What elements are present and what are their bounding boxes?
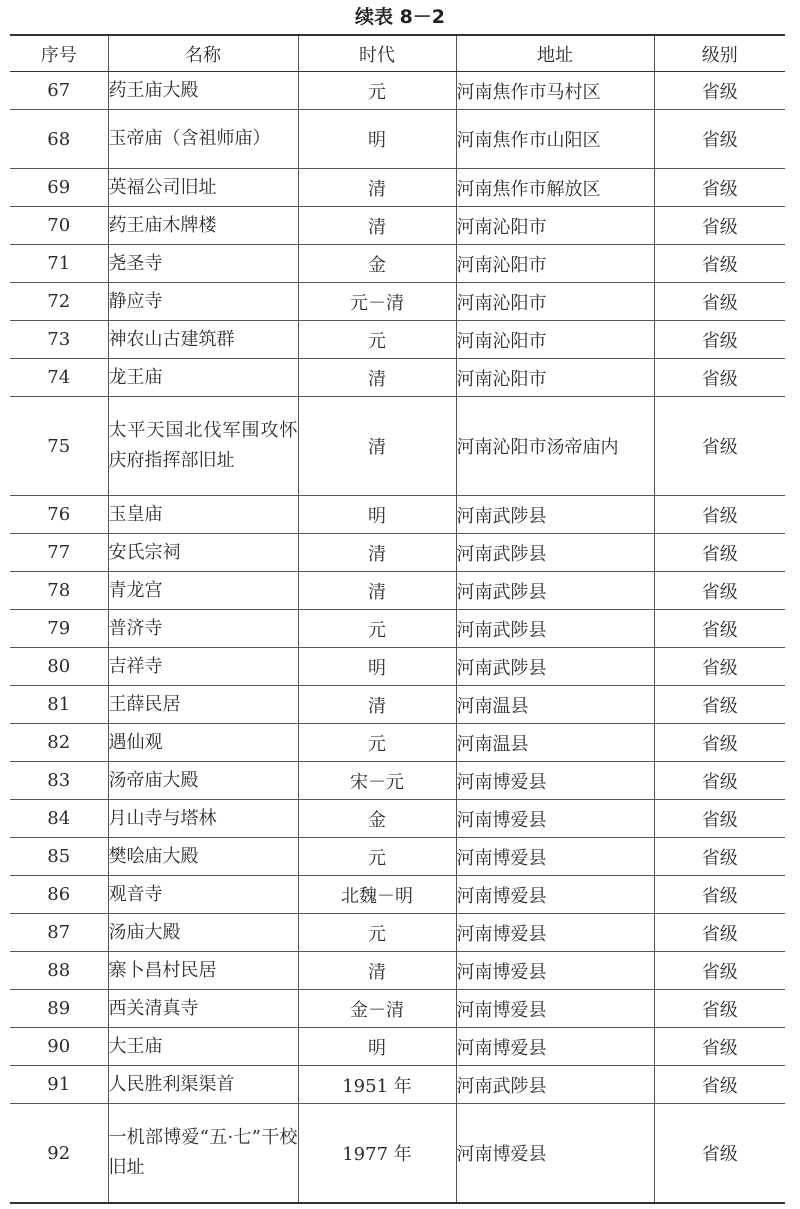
cell-no: 84	[10, 800, 108, 838]
cell-era: 清	[298, 572, 456, 610]
cell-level: 省级	[654, 686, 785, 724]
table-row	[10, 724, 785, 762]
cell-name: 龙王庙	[108, 359, 298, 397]
cell-era: 元	[298, 724, 456, 762]
table-row	[10, 283, 785, 321]
cell-address: 河南焦作市山阳区	[456, 110, 654, 169]
cell-level: 省级	[654, 245, 785, 283]
cell-level: 省级	[654, 762, 785, 800]
cell-name: 普济寺	[108, 610, 298, 648]
cell-era: 清	[298, 169, 456, 207]
cell-address: 河南博爱县	[456, 800, 654, 838]
cell-name: 汤帝庙大殿	[108, 762, 298, 800]
table-row	[10, 838, 785, 876]
cell-no: 67	[10, 72, 108, 110]
cell-name: 玉皇庙	[108, 496, 298, 534]
cell-level: 省级	[654, 496, 785, 534]
cell-no: 72	[10, 283, 108, 321]
cell-era: 金	[298, 800, 456, 838]
cell-name: 观音寺	[108, 876, 298, 914]
cell-name: 安氏宗祠	[108, 534, 298, 572]
cell-era: 1977 年	[298, 1104, 456, 1204]
cell-level: 省级	[654, 283, 785, 321]
cell-name: 月山寺与塔林	[108, 800, 298, 838]
cell-no: 85	[10, 838, 108, 876]
cell-name: 一机部博爱“五·七”干校旧址	[108, 1104, 298, 1204]
cell-level: 省级	[654, 534, 785, 572]
table-row	[10, 648, 785, 686]
cell-era: 明	[298, 110, 456, 169]
table-row	[10, 1104, 785, 1204]
table-row	[10, 72, 785, 110]
table-row	[10, 110, 785, 169]
cell-no: 71	[10, 245, 108, 283]
cell-no: 92	[10, 1104, 108, 1204]
cell-address: 河南沁阳市	[456, 245, 654, 283]
cell-name: 神农山古建筑群	[108, 321, 298, 359]
header-level: 级别	[654, 35, 785, 72]
cell-era: 1951 年	[298, 1066, 456, 1104]
cell-no: 77	[10, 534, 108, 572]
cell-level: 省级	[654, 724, 785, 762]
cell-level: 省级	[654, 72, 785, 110]
table-row	[10, 245, 785, 283]
cell-no: 82	[10, 724, 108, 762]
cell-level: 省级	[654, 610, 785, 648]
cell-no: 79	[10, 610, 108, 648]
table-row	[10, 1028, 785, 1066]
cell-name: 遇仙观	[108, 724, 298, 762]
cell-address: 河南温县	[456, 686, 654, 724]
cell-era: 金	[298, 245, 456, 283]
cell-name: 樊哙庙大殿	[108, 838, 298, 876]
table-row	[10, 1066, 785, 1104]
cell-level: 省级	[654, 1028, 785, 1066]
cell-no: 88	[10, 952, 108, 990]
cell-era: 元	[298, 838, 456, 876]
cell-no: 90	[10, 1028, 108, 1066]
cell-no: 70	[10, 207, 108, 245]
cell-address: 河南武陟县	[456, 648, 654, 686]
table-header-row	[10, 35, 785, 72]
cell-era: 元	[298, 72, 456, 110]
cell-address: 河南博爱县	[456, 914, 654, 952]
table-row	[10, 952, 785, 990]
table-row	[10, 321, 785, 359]
cell-address: 河南博爱县	[456, 876, 654, 914]
cell-name: 药王庙大殿	[108, 72, 298, 110]
cell-era: 元－清	[298, 283, 456, 321]
header-name: 名称	[108, 35, 298, 72]
cell-era: 清	[298, 534, 456, 572]
cell-address: 河南沁阳市汤帝庙内	[456, 397, 654, 496]
cell-era: 明	[298, 648, 456, 686]
cell-name: 尧圣寺	[108, 245, 298, 283]
cell-name: 大王庙	[108, 1028, 298, 1066]
cell-level: 省级	[654, 1104, 785, 1204]
cell-address: 河南温县	[456, 724, 654, 762]
cell-level: 省级	[654, 572, 785, 610]
cell-level: 省级	[654, 397, 785, 496]
cell-no: 91	[10, 1066, 108, 1104]
cell-address: 河南博爱县	[456, 990, 654, 1028]
cell-name: 寨卜昌村民居	[108, 952, 298, 990]
cell-address: 河南博爱县	[456, 952, 654, 990]
table-row	[10, 686, 785, 724]
cell-level: 省级	[654, 838, 785, 876]
cell-address: 河南武陟县	[456, 1066, 654, 1104]
table-row	[10, 169, 785, 207]
cell-no: 74	[10, 359, 108, 397]
cell-level: 省级	[654, 169, 785, 207]
table-caption: 续表 8－2	[354, 6, 446, 28]
cell-no: 89	[10, 990, 108, 1028]
cell-address: 河南博爱县	[456, 762, 654, 800]
cell-address: 河南武陟县	[456, 496, 654, 534]
cell-no: 75	[10, 397, 108, 496]
cell-name: 英福公司旧址	[108, 169, 298, 207]
cell-address: 河南沁阳市	[456, 359, 654, 397]
cell-name: 太平天国北伐军围攻怀庆府指挥部旧址	[108, 397, 298, 496]
cell-no: 68	[10, 110, 108, 169]
table-row	[10, 990, 785, 1028]
cell-name: 玉帝庙（含祖师庙）	[108, 110, 298, 169]
cell-no: 69	[10, 169, 108, 207]
table-row	[10, 610, 785, 648]
heritage-sites-table	[10, 34, 785, 1204]
cell-address: 河南焦作市解放区	[456, 169, 654, 207]
cell-address: 河南武陟县	[456, 572, 654, 610]
cell-level: 省级	[654, 990, 785, 1028]
cell-address: 河南武陟县	[456, 610, 654, 648]
cell-level: 省级	[654, 800, 785, 838]
cell-address: 河南沁阳市	[456, 207, 654, 245]
table-row	[10, 800, 785, 838]
table-row	[10, 914, 785, 952]
table-row	[10, 359, 785, 397]
cell-level: 省级	[654, 321, 785, 359]
cell-level: 省级	[654, 914, 785, 952]
table-row	[10, 496, 785, 534]
cell-level: 省级	[654, 207, 785, 245]
cell-level: 省级	[654, 359, 785, 397]
table-row	[10, 876, 785, 914]
cell-era: 北魏－明	[298, 876, 456, 914]
cell-era: 元	[298, 321, 456, 359]
cell-no: 76	[10, 496, 108, 534]
cell-era: 清	[298, 207, 456, 245]
cell-address: 河南博爱县	[456, 1028, 654, 1066]
cell-no: 78	[10, 572, 108, 610]
cell-address: 河南博爱县	[456, 1104, 654, 1204]
table-row	[10, 397, 785, 496]
cell-name: 吉祥寺	[108, 648, 298, 686]
cell-no: 83	[10, 762, 108, 800]
cell-level: 省级	[654, 110, 785, 169]
cell-era: 元	[298, 914, 456, 952]
cell-name: 静应寺	[108, 283, 298, 321]
cell-name: 药王庙木牌楼	[108, 207, 298, 245]
cell-address: 河南博爱县	[456, 838, 654, 876]
cell-era: 清	[298, 952, 456, 990]
cell-era: 宋－元	[298, 762, 456, 800]
cell-name: 西关清真寺	[108, 990, 298, 1028]
cell-address: 河南焦作市马村区	[456, 72, 654, 110]
table-row	[10, 572, 785, 610]
cell-no: 87	[10, 914, 108, 952]
cell-era: 清	[298, 397, 456, 496]
cell-no: 86	[10, 876, 108, 914]
cell-era: 明	[298, 1028, 456, 1066]
cell-level: 省级	[654, 876, 785, 914]
cell-era: 清	[298, 359, 456, 397]
cell-level: 省级	[654, 952, 785, 990]
cell-name: 王薛民居	[108, 686, 298, 724]
cell-name: 汤庙大殿	[108, 914, 298, 952]
cell-era: 清	[298, 686, 456, 724]
cell-era: 明	[298, 496, 456, 534]
cell-level: 省级	[654, 648, 785, 686]
header-address: 地址	[456, 35, 654, 72]
table-body	[10, 72, 785, 1204]
table-row	[10, 534, 785, 572]
cell-level: 省级	[654, 1066, 785, 1104]
cell-era: 元	[298, 610, 456, 648]
cell-no: 80	[10, 648, 108, 686]
cell-no: 73	[10, 321, 108, 359]
cell-name: 青龙宫	[108, 572, 298, 610]
cell-address: 河南沁阳市	[456, 283, 654, 321]
cell-address: 河南武陟县	[456, 534, 654, 572]
header-no: 序号	[10, 35, 108, 72]
table-row	[10, 762, 785, 800]
cell-name: 人民胜利渠渠首	[108, 1066, 298, 1104]
table-row	[10, 207, 785, 245]
cell-no: 81	[10, 686, 108, 724]
cell-era: 金－清	[298, 990, 456, 1028]
header-era: 时代	[298, 35, 456, 72]
cell-address: 河南沁阳市	[456, 321, 654, 359]
